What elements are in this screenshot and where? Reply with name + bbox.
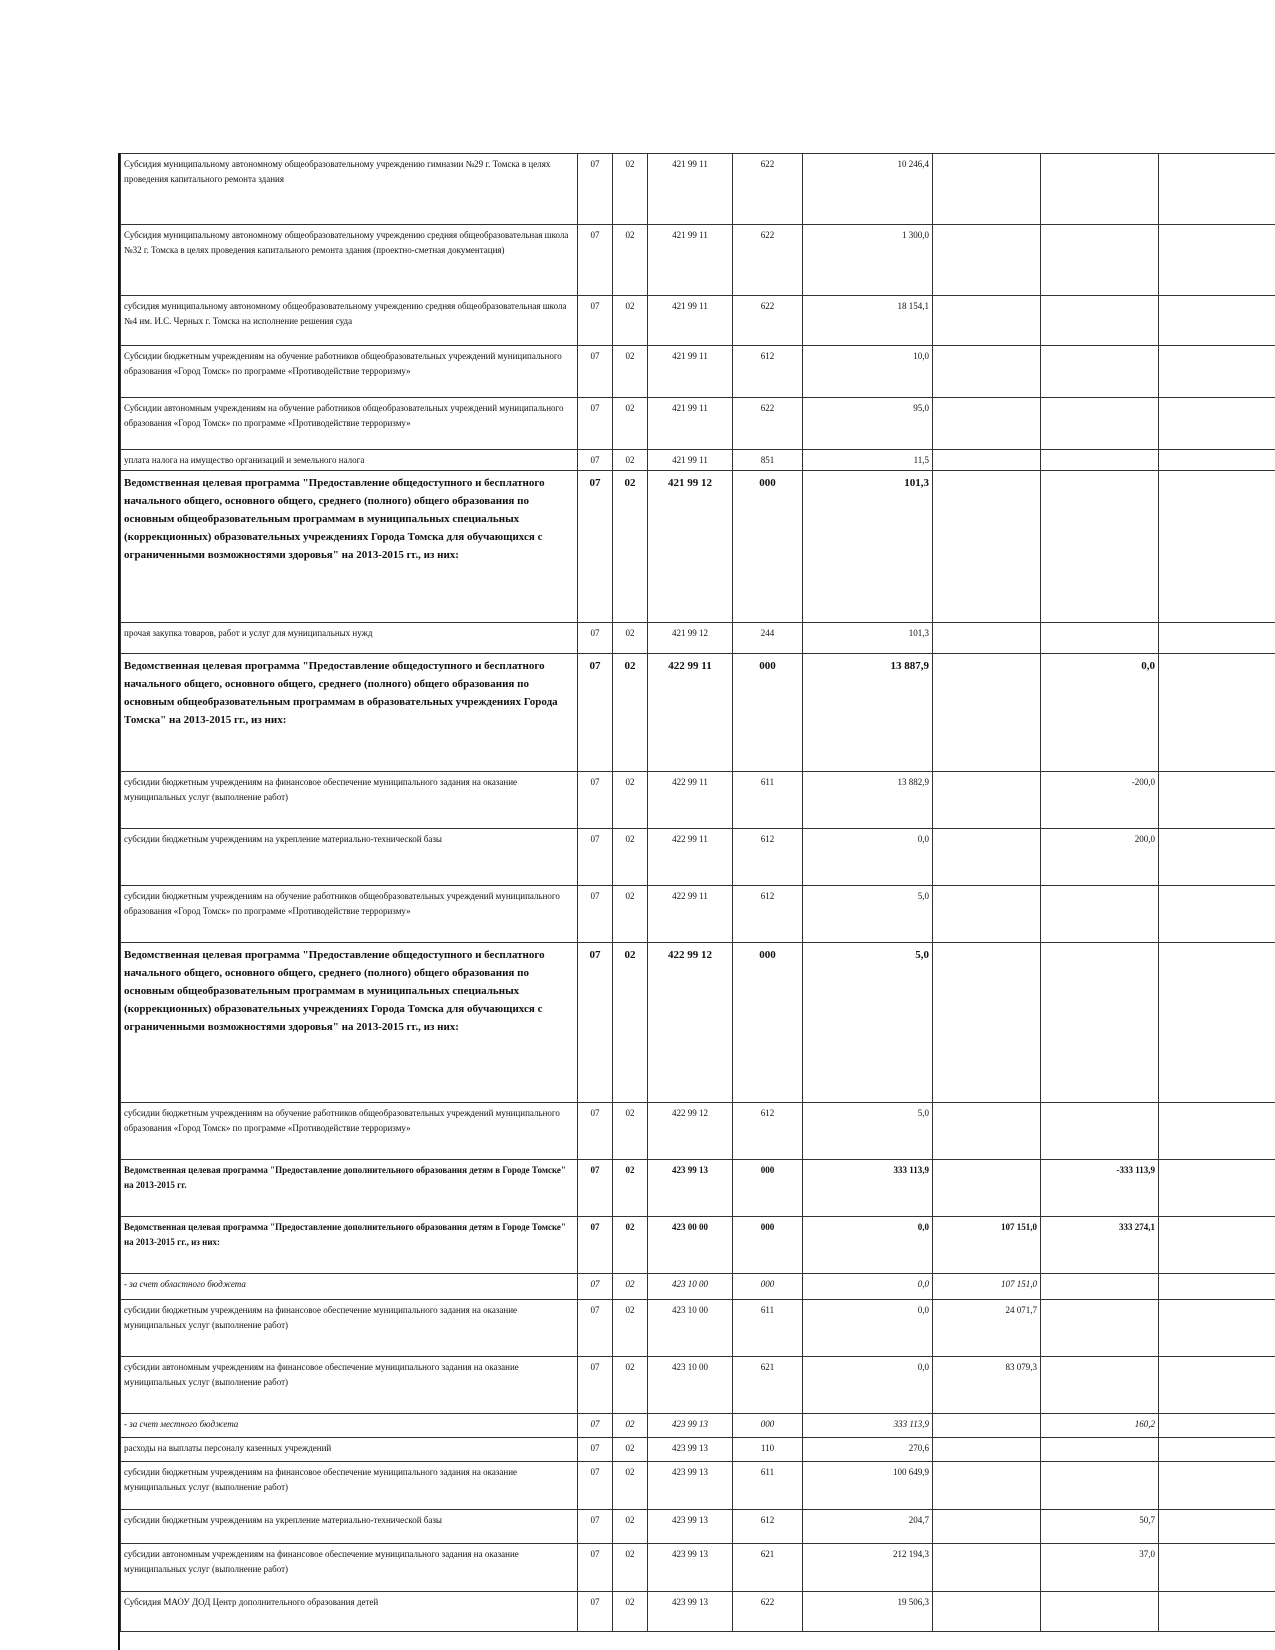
change-regional-cell: [933, 1103, 1041, 1160]
expense-type-cell: 622: [733, 225, 803, 296]
table-row: [121, 1544, 1275, 1592]
target-article-cell: 422 99 11: [648, 654, 733, 772]
subsection-code-cell: 02: [613, 450, 648, 471]
section-code-cell: 07: [578, 154, 613, 225]
row-name-cell: субсидии автономным учреждениям на финансовое обеспечение муниципального задания на оказание муниципальных услуг (выполнение работ): [121, 1357, 578, 1414]
table-row: [121, 654, 1275, 772]
change-local-cell: [1041, 398, 1159, 450]
target-article-cell: 421 99 11: [648, 398, 733, 450]
target-article-cell: 422 99 11: [648, 886, 733, 943]
extra-cell: [1159, 772, 1275, 829]
table-row: [121, 1462, 1275, 1510]
change-local-cell: 200,0: [1041, 829, 1159, 886]
amount-cell: 270,6: [803, 1438, 933, 1462]
subsection-code-cell: 02: [613, 1544, 648, 1592]
row-name-cell: Ведомственная целевая программа "Предоставление дополнительного образования детям в Городе Томске" на 2013-2015 гг., из них:: [121, 1217, 578, 1274]
subsection-code-cell: 02: [613, 1300, 648, 1357]
target-article-cell: 421 99 11: [648, 225, 733, 296]
extra-cell: [1159, 1103, 1275, 1160]
subsection-code-cell: 02: [613, 1462, 648, 1510]
extra-cell: [1159, 1160, 1275, 1217]
change-regional-cell: [933, 1592, 1041, 1632]
change-local-cell: [1041, 450, 1159, 471]
change-regional-cell: 107 151,0: [933, 1217, 1041, 1274]
table-row: [121, 1357, 1275, 1414]
target-article-cell: 423 10 00: [648, 1274, 733, 1300]
subsection-code-cell: 02: [613, 471, 648, 623]
expense-type-cell: 000: [733, 1414, 803, 1438]
target-article-cell: 423 99 13: [648, 1544, 733, 1592]
amount-cell: 13 882,9: [803, 772, 933, 829]
section-code-cell: 07: [578, 296, 613, 346]
table-row: [121, 943, 1275, 1103]
expense-type-cell: 244: [733, 623, 803, 654]
amount-cell: 95,0: [803, 398, 933, 450]
amount-cell: 0,0: [803, 1217, 933, 1274]
amount-cell: 100 649,9: [803, 1462, 933, 1510]
change-local-cell: [1041, 943, 1159, 1103]
subsection-code-cell: 02: [613, 225, 648, 296]
change-regional-cell: [933, 772, 1041, 829]
table-row: [121, 623, 1275, 654]
change-local-cell: [1041, 1438, 1159, 1462]
section-code-cell: 07: [578, 450, 613, 471]
expense-type-cell: 000: [733, 654, 803, 772]
change-local-cell: [1041, 1592, 1159, 1632]
table-row: [121, 154, 1275, 225]
row-name-cell: Субсидия муниципальному автономному общеобразовательному учреждению средняя общеобразовательная школа №32 г. Томска в целях проведения капитального ремонта здания (проектно-сметная документация): [121, 225, 578, 296]
row-name-cell: субсидии автономным учреждениям на финансовое обеспечение муниципального задания на оказание муниципальных услуг (выполнение работ): [121, 1544, 578, 1592]
amount-cell: 10,0: [803, 346, 933, 398]
amount-cell: 18 154,1: [803, 296, 933, 346]
row-name-cell: прочая закупка товаров, работ и услуг для муниципальных нужд: [121, 623, 578, 654]
target-article-cell: 423 99 13: [648, 1438, 733, 1462]
section-code-cell: 07: [578, 1160, 613, 1217]
expense-type-cell: 612: [733, 829, 803, 886]
extra-cell: [1159, 154, 1275, 225]
table-row: [121, 225, 1275, 296]
extra-cell: [1159, 829, 1275, 886]
expense-type-cell: 612: [733, 1103, 803, 1160]
table-row: [121, 346, 1275, 398]
row-name-cell: субсидии бюджетным учреждениям на укрепление материально-технической базы: [121, 1510, 578, 1544]
expense-type-cell: 621: [733, 1357, 803, 1414]
target-article-cell: 423 99 13: [648, 1160, 733, 1217]
extra-cell: [1159, 296, 1275, 346]
table-row: [121, 450, 1275, 471]
row-name-cell: Ведомственная целевая программа "Предоставление общедоступного и бесплатного начального общего, основного общего, среднего (полного) общего образования по основным общеобразовательным программам в муниципальных специальных (коррекционных) образовательных учреждениях Города Томска для обучающихся с ограниченными возможностями здоровья" на 2013-2015 гг., из них:: [121, 943, 578, 1103]
amount-cell: 5,0: [803, 1103, 933, 1160]
change-regional-cell: [933, 346, 1041, 398]
extra-cell: [1159, 1592, 1275, 1632]
expense-type-cell: 612: [733, 886, 803, 943]
change-local-cell: [1041, 1357, 1159, 1414]
subsection-code-cell: 02: [613, 1217, 648, 1274]
subsection-code-cell: 02: [613, 346, 648, 398]
target-article-cell: 422 99 12: [648, 1103, 733, 1160]
change-regional-cell: [933, 829, 1041, 886]
row-name-cell: субсидии бюджетным учреждениям на укрепление материально-технической базы: [121, 829, 578, 886]
section-code-cell: 07: [578, 1510, 613, 1544]
section-code-cell: 07: [578, 772, 613, 829]
amount-cell: 0,0: [803, 1300, 933, 1357]
section-code-cell: 07: [578, 1357, 613, 1414]
expense-type-cell: 611: [733, 1462, 803, 1510]
table-row: [121, 471, 1275, 623]
change-regional-cell: [933, 886, 1041, 943]
subsection-code-cell: 02: [613, 1274, 648, 1300]
change-regional-cell: [933, 1510, 1041, 1544]
extra-cell: [1159, 1510, 1275, 1544]
amount-cell: 0,0: [803, 1274, 933, 1300]
expense-type-cell: 612: [733, 1510, 803, 1544]
change-regional-cell: [933, 398, 1041, 450]
section-code-cell: 07: [578, 654, 613, 772]
budget-table: [120, 153, 1275, 1632]
target-article-cell: 423 99 13: [648, 1414, 733, 1438]
extra-cell: [1159, 225, 1275, 296]
section-code-cell: 07: [578, 1438, 613, 1462]
expense-type-cell: 612: [733, 346, 803, 398]
amount-cell: 13 887,9: [803, 654, 933, 772]
change-local-cell: [1041, 346, 1159, 398]
section-code-cell: 07: [578, 346, 613, 398]
extra-cell: [1159, 1414, 1275, 1438]
table-row: [121, 886, 1275, 943]
change-local-cell: [1041, 623, 1159, 654]
target-article-cell: 422 99 11: [648, 772, 733, 829]
table-row: [121, 1438, 1275, 1462]
amount-cell: 0,0: [803, 1357, 933, 1414]
section-code-cell: 07: [578, 1462, 613, 1510]
change-local-cell: [1041, 886, 1159, 943]
change-local-cell: [1041, 1300, 1159, 1357]
change-regional-cell: 24 071,7: [933, 1300, 1041, 1357]
section-code-cell: 07: [578, 225, 613, 296]
target-article-cell: 421 99 11: [648, 450, 733, 471]
table-body: [121, 154, 1275, 1632]
row-name-cell: субсидии бюджетным учреждениям на обучение работников общеобразовательных учреждений муниципального образования «Город Томск» по программе «Противодействие терроризму»: [121, 886, 578, 943]
change-regional-cell: [933, 450, 1041, 471]
subsection-code-cell: 02: [613, 1160, 648, 1217]
target-article-cell: 421 99 11: [648, 154, 733, 225]
row-name-cell: Субсидии автономным учреждениям на обучение работников общеобразовательных учреждений муниципального образования «Город Томск» по программе «Противодействие терроризму»: [121, 398, 578, 450]
table-row: [121, 829, 1275, 886]
amount-cell: 1 300,0: [803, 225, 933, 296]
row-name-cell: Ведомственная целевая программа "Предоставление общедоступного и бесплатного начального общего, основного общего, среднего (полного) общего образования по основным общеобразовательным программам в муниципальных специальных (коррекционных) образовательных учреждениях Города Томска для обучающихся с ограниченными возможностями здоровья" на 2013-2015 гг., из них:: [121, 471, 578, 623]
row-name-cell: Субсидия МАОУ ДОД Центр дополнительного образования детей: [121, 1592, 578, 1632]
section-code-cell: 07: [578, 943, 613, 1103]
extra-cell: [1159, 1544, 1275, 1592]
extra-cell: [1159, 398, 1275, 450]
change-local-cell: [1041, 1274, 1159, 1300]
change-local-cell: [1041, 154, 1159, 225]
extra-cell: [1159, 1274, 1275, 1300]
target-article-cell: 421 99 11: [648, 296, 733, 346]
expense-type-cell: 851: [733, 450, 803, 471]
table-row: [121, 1510, 1275, 1544]
amount-cell: 5,0: [803, 943, 933, 1103]
row-name-cell: Ведомственная целевая программа "Предоставление дополнительного образования детям в Городе Томске" на 2013-2015 гг.: [121, 1160, 578, 1217]
extra-cell: [1159, 450, 1275, 471]
change-regional-cell: [933, 1462, 1041, 1510]
row-name-cell: Субсидия муниципальному автономному общеобразовательному учреждению гимназии №29 г. Томска в целях проведения капитального ремонта здания: [121, 154, 578, 225]
extra-cell: [1159, 654, 1275, 772]
amount-cell: 11,5: [803, 450, 933, 471]
amount-cell: 0,0: [803, 829, 933, 886]
subsection-code-cell: 02: [613, 1357, 648, 1414]
extra-cell: [1159, 1357, 1275, 1414]
change-regional-cell: [933, 654, 1041, 772]
amount-cell: 10 246,4: [803, 154, 933, 225]
table-row: [121, 1274, 1275, 1300]
table-row: [121, 1414, 1275, 1438]
row-name-cell: Субсидии бюджетным учреждениям на обучение работников общеобразовательных учреждений муниципального образования «Город Томск» по программе «Противодействие терроризму»: [121, 346, 578, 398]
subsection-code-cell: 02: [613, 154, 648, 225]
change-local-cell: -200,0: [1041, 772, 1159, 829]
expense-type-cell: 621: [733, 1544, 803, 1592]
change-regional-cell: [933, 1414, 1041, 1438]
section-code-cell: 07: [578, 398, 613, 450]
change-regional-cell: [933, 1160, 1041, 1217]
table-row: [121, 296, 1275, 346]
section-code-cell: 07: [578, 829, 613, 886]
table-row: [121, 1103, 1275, 1160]
expense-type-cell: 000: [733, 1160, 803, 1217]
budget-table-container: [120, 153, 1275, 1632]
change-local-cell: [1041, 225, 1159, 296]
change-local-cell: 160,2: [1041, 1414, 1159, 1438]
expense-type-cell: 611: [733, 1300, 803, 1357]
row-name-cell: субсидии бюджетным учреждениям на финансовое обеспечение муниципального задания на оказание муниципальных услуг (выполнение работ): [121, 772, 578, 829]
target-article-cell: 423 99 13: [648, 1592, 733, 1632]
row-name-cell: Ведомственная целевая программа "Предоставление общедоступного и бесплатного начального общего, основного общего, среднего (полного) общего образования по основным общеобразовательным программам в образовательных учреждениях Города Томска" на 2013-2015 гг., из них:: [121, 654, 578, 772]
row-name-cell: расходы на выплаты персоналу казенных учреждений: [121, 1438, 578, 1462]
expense-type-cell: 622: [733, 1592, 803, 1632]
target-article-cell: 422 99 11: [648, 829, 733, 886]
change-regional-cell: [933, 943, 1041, 1103]
section-code-cell: 07: [578, 1592, 613, 1632]
expense-type-cell: 611: [733, 772, 803, 829]
section-code-cell: 07: [578, 1103, 613, 1160]
change-local-cell: 333 274,1: [1041, 1217, 1159, 1274]
extra-cell: [1159, 1438, 1275, 1462]
change-regional-cell: [933, 296, 1041, 346]
extra-cell: [1159, 623, 1275, 654]
extra-cell: [1159, 943, 1275, 1103]
extra-cell: [1159, 1300, 1275, 1357]
expense-type-cell: 000: [733, 471, 803, 623]
amount-cell: 19 506,3: [803, 1592, 933, 1632]
amount-cell: 204,7: [803, 1510, 933, 1544]
target-article-cell: 423 10 00: [648, 1300, 733, 1357]
row-name-cell: - за счет местного бюджета: [121, 1414, 578, 1438]
row-name-cell: субсидии бюджетным учреждениям на финансовое обеспечение муниципального задания на оказание муниципальных услуг (выполнение работ): [121, 1300, 578, 1357]
target-article-cell: 423 99 13: [648, 1462, 733, 1510]
subsection-code-cell: 02: [613, 772, 648, 829]
change-local-cell: 0,0: [1041, 654, 1159, 772]
expense-type-cell: 000: [733, 1274, 803, 1300]
subsection-code-cell: 02: [613, 1103, 648, 1160]
extra-cell: [1159, 886, 1275, 943]
table-row: [121, 1217, 1275, 1274]
amount-cell: 333 113,9: [803, 1414, 933, 1438]
subsection-code-cell: 02: [613, 1592, 648, 1632]
extra-cell: [1159, 1462, 1275, 1510]
row-name-cell: субсидии бюджетным учреждениям на обучение работников общеобразовательных учреждений муниципального образования «Город Томск» по программе «Противодействие терроризму»: [121, 1103, 578, 1160]
subsection-code-cell: 02: [613, 1414, 648, 1438]
row-name-cell: субсидия муниципальному автономному общеобразовательному учреждению средняя общеобразовательная школа №4 им. И.С. Черных г. Томска на исполнение решения суда: [121, 296, 578, 346]
row-name-cell: уплата налога на имущество организаций и земельного налога: [121, 450, 578, 471]
table-row: [121, 1300, 1275, 1357]
section-code-cell: 07: [578, 1300, 613, 1357]
amount-cell: 101,3: [803, 471, 933, 623]
row-name-cell: - за счет областного бюджета: [121, 1274, 578, 1300]
section-code-cell: 07: [578, 623, 613, 654]
amount-cell: 333 113,9: [803, 1160, 933, 1217]
row-name-cell: субсидии бюджетным учреждениям на финансовое обеспечение муниципального задания на оказание муниципальных услуг (выполнение работ): [121, 1462, 578, 1510]
target-article-cell: 423 99 13: [648, 1510, 733, 1544]
subsection-code-cell: 02: [613, 1438, 648, 1462]
expense-type-cell: 622: [733, 296, 803, 346]
table-row: [121, 1592, 1275, 1632]
target-article-cell: 423 10 00: [648, 1357, 733, 1414]
change-local-cell: [1041, 296, 1159, 346]
change-regional-cell: [933, 154, 1041, 225]
change-local-cell: -333 113,9: [1041, 1160, 1159, 1217]
subsection-code-cell: 02: [613, 829, 648, 886]
target-article-cell: 422 99 12: [648, 943, 733, 1103]
target-article-cell: 423 00 00: [648, 1217, 733, 1274]
section-code-cell: 07: [578, 1544, 613, 1592]
extra-cell: [1159, 346, 1275, 398]
expense-type-cell: 000: [733, 943, 803, 1103]
change-regional-cell: 83 079,3: [933, 1357, 1041, 1414]
subsection-code-cell: 02: [613, 296, 648, 346]
subsection-code-cell: 02: [613, 1510, 648, 1544]
section-code-cell: 07: [578, 1414, 613, 1438]
amount-cell: 5,0: [803, 886, 933, 943]
subsection-code-cell: 02: [613, 398, 648, 450]
extra-cell: [1159, 1217, 1275, 1274]
change-regional-cell: [933, 1544, 1041, 1592]
subsection-code-cell: 02: [613, 623, 648, 654]
change-local-cell: 50,7: [1041, 1510, 1159, 1544]
extra-cell: [1159, 471, 1275, 623]
change-local-cell: [1041, 1462, 1159, 1510]
target-article-cell: 421 99 12: [648, 471, 733, 623]
subsection-code-cell: 02: [613, 943, 648, 1103]
change-regional-cell: [933, 471, 1041, 623]
change-local-cell: [1041, 471, 1159, 623]
change-regional-cell: [933, 225, 1041, 296]
target-article-cell: 421 99 12: [648, 623, 733, 654]
expense-type-cell: 110: [733, 1438, 803, 1462]
change-regional-cell: 107 151,0: [933, 1274, 1041, 1300]
table-row: [121, 772, 1275, 829]
change-regional-cell: [933, 1438, 1041, 1462]
target-article-cell: 421 99 11: [648, 346, 733, 398]
expense-type-cell: 622: [733, 398, 803, 450]
subsection-code-cell: 02: [613, 654, 648, 772]
change-regional-cell: [933, 623, 1041, 654]
section-code-cell: 07: [578, 1274, 613, 1300]
change-local-cell: [1041, 1103, 1159, 1160]
expense-type-cell: 622: [733, 154, 803, 225]
subsection-code-cell: 02: [613, 886, 648, 943]
amount-cell: 212 194,3: [803, 1544, 933, 1592]
table-row: [121, 1160, 1275, 1217]
section-code-cell: 07: [578, 1217, 613, 1274]
table-row: [121, 398, 1275, 450]
amount-cell: 101,3: [803, 623, 933, 654]
section-code-cell: 07: [578, 886, 613, 943]
section-code-cell: 07: [578, 471, 613, 623]
expense-type-cell: 000: [733, 1217, 803, 1274]
change-local-cell: 37,0: [1041, 1544, 1159, 1592]
